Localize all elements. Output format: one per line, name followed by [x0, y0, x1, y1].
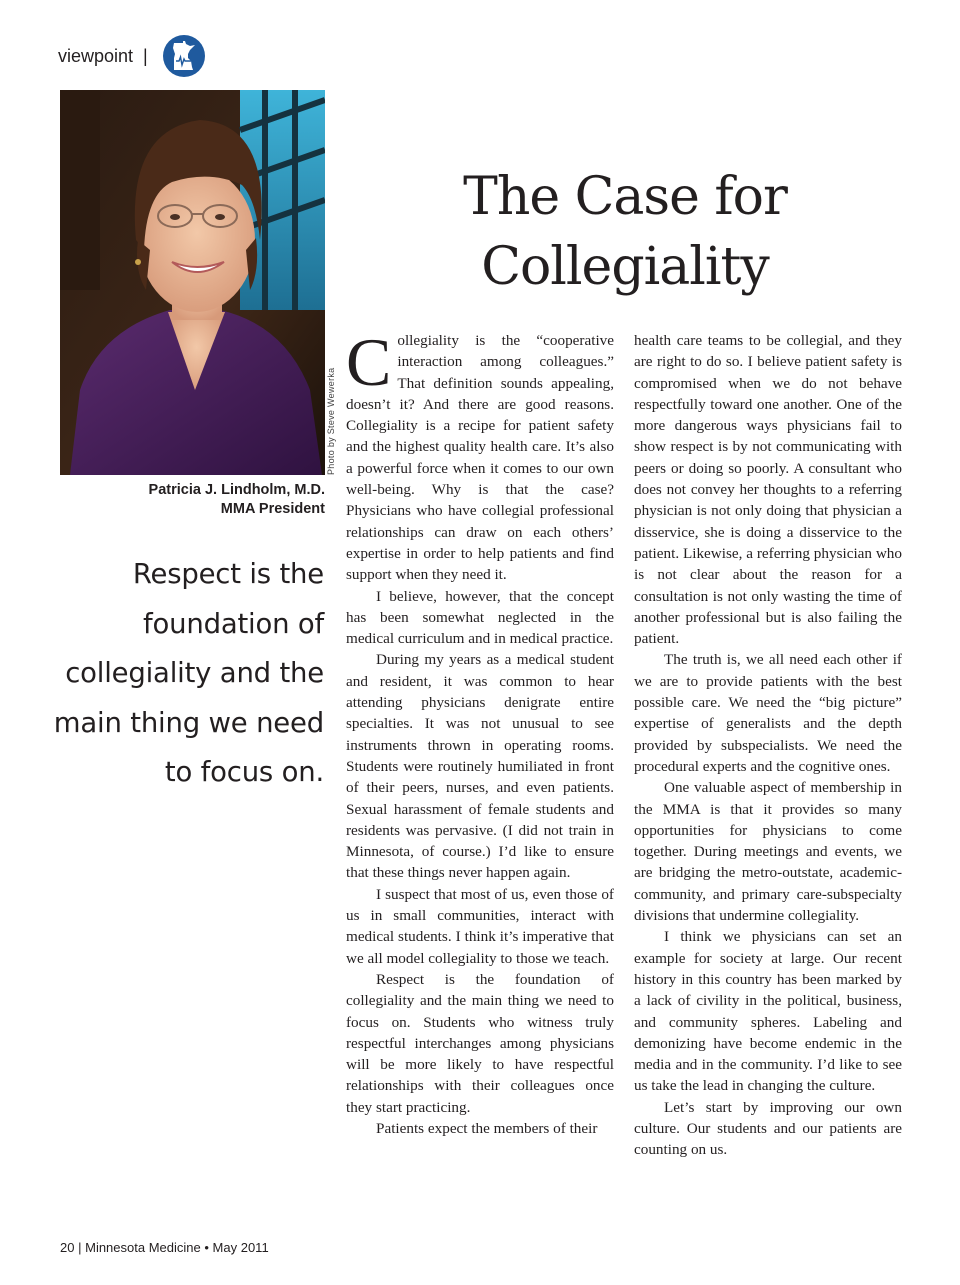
author-photo — [60, 90, 325, 475]
photo-caption — [60, 481, 325, 519]
footer-separator: | — [78, 1240, 82, 1255]
article-paragraph: Let’s start by improving our own culture. Our students and our patients are counting on us. — [634, 1098, 902, 1159]
portrait-image — [60, 90, 325, 475]
author-name: Patricia J. Lindholm, M.D. — [148, 482, 325, 498]
photo-credit: Photo by Steve Wewerka — [326, 367, 336, 475]
section-header — [58, 36, 206, 76]
drop-cap: C — [346, 324, 392, 400]
article-column-2 — [634, 330, 902, 1161]
article-paragraph: During my years as a medical student and resident, it was common to hear attending physicians denigrate entire specialties. It was not unusual to see instruments thrown in operating rooms. Students were routinely humiliated in front of their peers, nurses, and even patients. Sexual harassment of female students and residents was pervasive. (I did not train in Minnesota, of course.) I’d like to ensure that these things never happen again. — [346, 651, 614, 882]
footer-bullet: • — [204, 1240, 209, 1255]
article-paragraph: One valuable aspect of membership in the MMA is that it provides so many opportunities for physicians to come together. During meetings and events, we are bridging the metro-outstate, academic-community, and primary care-subspecialty divisions that undermine collegiality. — [634, 779, 902, 925]
article-paragraph: The truth is, we all need each other if we are to provide patients with the best possible care. We need the “big picture” expertise of generalists and the depth provided by subspecialists. We need the procedural experts and the cognitive ones. — [634, 651, 902, 775]
article-paragraph: health care teams to be collegial, and they are right to do so. I believe patient safety is compromised when we do not behave respectfully toward one another. One of the more dangerous ways physicians fail to show respect is by not communicating with peers or doing so poorly. A consultant who does not convey her thoughts to a referring physician is not only doing that physician a disservice, she is doing a disservice to the patient. Likewise, a referring physician who is not clear about the reason for a consultation is not only wasting the time of another professional but is also failing the patient. — [634, 332, 902, 648]
article-paragraph: Patients expect the members of their — [376, 1119, 598, 1137]
publication-name: Minnesota Medicine — [85, 1240, 201, 1255]
article-paragraph: I believe, however, that the concept has been somewhat neglected in the medical curriculum and in medical practice. — [346, 587, 614, 648]
article-title: The Case for Collegiality — [463, 167, 787, 297]
page-number: 20 — [60, 1240, 75, 1255]
author-role: MMA President — [220, 501, 325, 517]
page-footer — [60, 1240, 269, 1255]
pull-quote: Respect is the foundation of collegiality and the main thing we need to focus on. — [53, 558, 324, 788]
article-column-1 — [346, 324, 614, 1139]
article-paragraph: I suspect that most of us, even those of us in small communities, interact with medical students. I think it’s imperative that we all model collegiality to those we teach. — [346, 885, 614, 967]
issue-date: May 2011 — [212, 1240, 269, 1255]
header-separator: | — [143, 45, 148, 66]
article-paragraph: Collegiality is the “cooperative interaction among colleagues.” That definition sounds appealing, doesn’t it? And there are good reasons. Collegiality is a recipe for patient safety and the highest quality health care. It’s also a powerful force when it comes to our own well-being. Why is that the case? Physicians who have collegial professional relationships can draw on each others’ expertise in order to help patients and find support when they need it. — [346, 324, 614, 584]
article-paragraph: I think we physicians can set an example for society at large. Our recent history in this country has been marked by a lack of civility in the political, business, and community spheres. Labeling and demonizing have become endemic in the media and in the community. I’d like to see us take the lead in changing the culture. — [634, 928, 902, 1095]
article-paragraph: Respect is the foundation of collegiality and the main thing we need to focus on. Students who witness truly respectful interchanges among physicians will be more likely to have respectful relationships with their colleagues once they start practicing. — [346, 970, 614, 1116]
minnesota-state-icon — [162, 34, 206, 78]
section-label: viewpoint — [58, 45, 134, 66]
